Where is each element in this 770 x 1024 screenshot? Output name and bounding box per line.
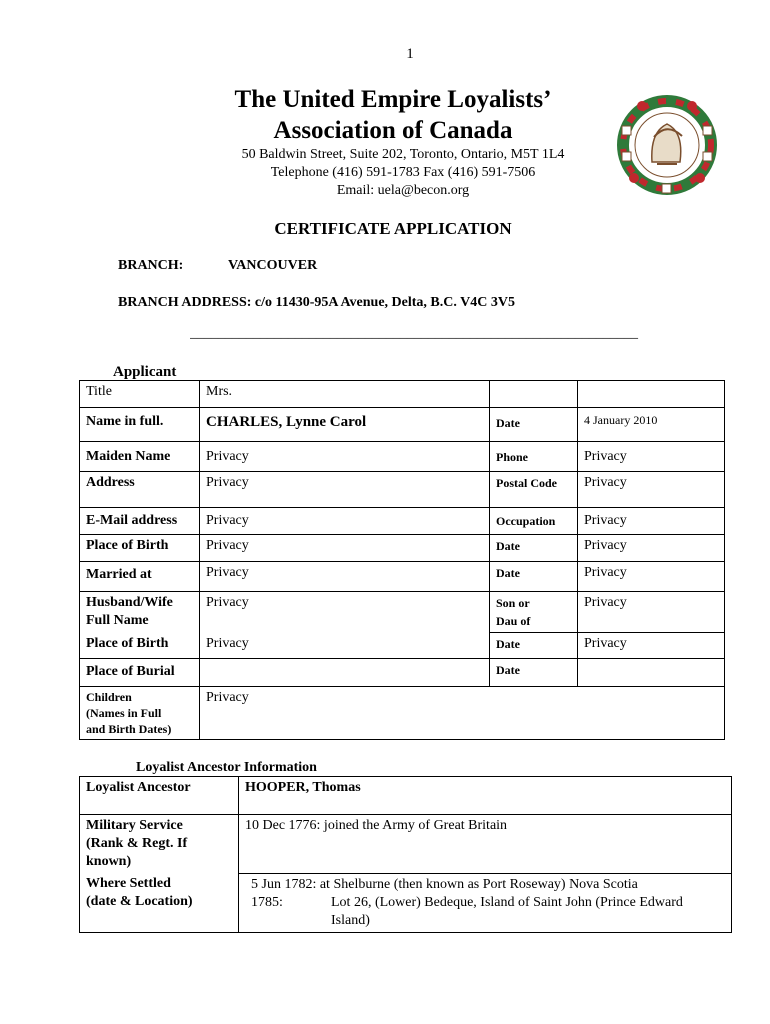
applicant-section-label: Applicant bbox=[113, 364, 177, 380]
table-row bbox=[80, 381, 725, 408]
title-value: Mrs. bbox=[200, 381, 490, 408]
spouse-place-of-birth-value: Privacy bbox=[200, 633, 490, 659]
uela-wreath-logo-icon bbox=[612, 92, 722, 198]
applicant-table bbox=[79, 380, 725, 740]
table-row bbox=[80, 408, 725, 442]
place-of-burial-label: Place of Burial bbox=[80, 659, 200, 687]
military-service-value: 10 Dec 1776: joined the Army of Great Britain bbox=[239, 815, 732, 874]
spouse-place-of-birth-label: Place of Birth bbox=[80, 633, 200, 659]
loyalist-ancestor-table bbox=[79, 776, 732, 933]
son-or-daughter-of-label: Son or Dau of bbox=[490, 592, 578, 633]
page-number: 1 bbox=[406, 46, 414, 62]
date-label: Date bbox=[490, 408, 578, 442]
married-date-value: Privacy bbox=[578, 562, 725, 592]
table-row bbox=[80, 562, 725, 592]
loyalist-section-label: Loyalist Ancestor Information bbox=[136, 760, 317, 775]
address-label: Address bbox=[80, 472, 200, 508]
maiden-name-value: Privacy bbox=[200, 442, 490, 472]
phone-value: Privacy bbox=[578, 442, 725, 472]
name-label: Name in full. bbox=[80, 408, 200, 442]
maiden-name-label: Maiden Name bbox=[80, 442, 200, 472]
table-row bbox=[80, 535, 725, 562]
children-label: Children (Names in Full and Birth Dates) bbox=[80, 687, 200, 740]
spouse-birth-date-value: Privacy bbox=[578, 633, 725, 659]
phone-label: Phone bbox=[490, 442, 578, 472]
occupation-value: Privacy bbox=[578, 508, 725, 535]
postal-code-value: Privacy bbox=[578, 472, 725, 508]
org-title-line-2: Association of Canada bbox=[273, 117, 513, 144]
place-of-birth-value: Privacy bbox=[200, 535, 490, 562]
loyalist-ancestor-label: Loyalist Ancestor bbox=[80, 777, 239, 815]
name-value: CHARLES, Lynne Carol bbox=[200, 408, 490, 442]
married-at-label: Married at bbox=[80, 562, 200, 592]
org-address: 50 Baldwin Street, Suite 202, Toronto, Ontario, M5T 1L4 bbox=[241, 147, 565, 162]
table-row bbox=[80, 659, 725, 687]
org-phone-fax: Telephone (416) 591-1783 Fax (416) 591-7506 bbox=[270, 165, 536, 180]
birth-date-label: Date bbox=[490, 535, 578, 562]
table-row bbox=[80, 633, 725, 659]
email-label: E-Mail address bbox=[80, 508, 200, 535]
separator-line: ________________________________________________________________ bbox=[190, 326, 638, 341]
table-row bbox=[80, 873, 732, 932]
title-label: Title bbox=[80, 381, 200, 408]
burial-date-value bbox=[578, 659, 725, 687]
org-email: Email: uela@becon.org bbox=[336, 183, 470, 198]
branch-value: VANCOUVER bbox=[228, 258, 318, 273]
military-service-label: Military Service (Rank & Regt. If known) bbox=[80, 815, 239, 874]
birth-date-value: Privacy bbox=[578, 535, 725, 562]
married-date-label: Date bbox=[490, 562, 578, 592]
table-row bbox=[80, 777, 732, 815]
certificate-title: CERTIFICATE APPLICATION bbox=[274, 219, 512, 238]
loyalist-ancestor-value: HOOPER, Thomas bbox=[239, 777, 732, 815]
where-settled-label: Where Settled (date & Location) bbox=[80, 873, 239, 932]
address-value: Privacy bbox=[200, 472, 490, 508]
org-title-line-1: The United Empire Loyalists’ bbox=[234, 86, 552, 113]
table-row bbox=[80, 472, 725, 508]
table-row bbox=[80, 592, 725, 633]
postal-code-label: Postal Code bbox=[490, 472, 578, 508]
date-value: 4 January 2010 bbox=[578, 408, 725, 442]
occupation-label: Occupation bbox=[490, 508, 578, 535]
spouse-birth-date-label: Date bbox=[490, 633, 578, 659]
son-or-daughter-of-value: Privacy bbox=[578, 592, 725, 633]
branch-label: BRANCH: bbox=[118, 258, 184, 273]
branch-address: BRANCH ADDRESS: c/o 11430-95A Avenue, Delta, B.C. V4C 3V5 bbox=[118, 295, 515, 310]
table-row bbox=[80, 442, 725, 472]
married-at-value: Privacy bbox=[200, 562, 490, 592]
spouse-name-value: Privacy bbox=[200, 592, 490, 633]
where-settled-value: 5 Jun 1782: at Shelburne (then known as Port Roseway) Nova Scotia 1785: Lot 26, (Lower) Bedeque, Island of Saint John (Prince Edward Island) bbox=[239, 873, 732, 932]
table-row bbox=[80, 508, 725, 535]
spouse-name-label: Husband/Wife Full Name bbox=[80, 592, 200, 633]
place-of-birth-label: Place of Birth bbox=[80, 535, 200, 562]
burial-date-label: Date bbox=[490, 659, 578, 687]
place-of-burial-value bbox=[200, 659, 490, 687]
children-value: Privacy bbox=[200, 687, 725, 740]
table-row bbox=[80, 687, 725, 740]
table-row bbox=[80, 815, 732, 874]
email-value: Privacy bbox=[200, 508, 490, 535]
